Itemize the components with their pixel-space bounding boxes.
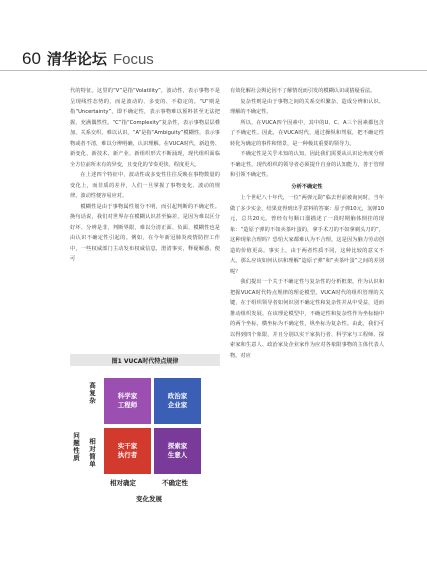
right-paragraph-3: 所以，在VUCA四个因素中，其中的U、C、A三个因素都包含了不确定性。因此，在VUCA时代，通过操纵和驾驭，把不确定性转化为确定的事件和情景，是一种极其重要的领导力。 <box>230 119 384 147</box>
right-paragraph-5: 上个世纪八十年代，一位“两弹元勋”临去世前被询问时，当年做了多少实金，结果竟得到出乎意料的答案：原子弹10元，氢弹10元，总共20元。曾经有句顺口溜描述了一段时期脑体倒挂的现象：“造原子弹的不如卖茶叶蛋的，拿手术刀的不如拿剃头刀的”，这种现象合理吗？恐怕大家都难认为不合理。这是因为脑力劳动创造的价值更高。事实上，由于两者性质不同，这种比较的意义不大。那么应该如何认识和理解“造原子弹”和“卖茶叶蛋”之间的差别呢？ <box>230 195 384 275</box>
header-rule <box>0 70 427 71</box>
y-bottom-label: 相对简单 <box>88 438 96 468</box>
section-title-en: Focus <box>112 51 154 68</box>
right-paragraph-6: 我们提出一个关于不确定性与复杂性的分析框架。作为认识和把握VUCA时代特点规律的理论模型。VUCA时代的组织管理的关键，在于组织领导者如何识别不确定性和复杂性并从中受益，进而推动组织发展。在该理论模型中，不确定性和复杂性作为坐标轴中的两个坐标，横坐标为不确定性，纵坐标为复杂性。由此，我们可以得到四个象限，并且分别以实干家执行者、科学家与工程师、探索家和生意人、政治家及企业家作为应对各象限事物的主体代表人物。对应 <box>230 279 384 359</box>
page-number: 60 <box>22 49 41 68</box>
quadrant-bottom-left: 实干家 执行者 <box>104 428 151 474</box>
quadrant-bottom-right: 探索家 生意人 <box>154 428 201 474</box>
section-subheading: 分析不确定性 <box>291 183 323 190</box>
left-paragraph-1: 代的特征。这里的“V”是指“Volatility”，波动性，表示事物不是呈现线性态势的，而是波动的、多变的、不稳定的。“U”则是指“Uncertainty”，即不确定性，表示事物难以预料甚至无法把握，充满偶然性。“C”指“Complexity”复杂性，表示事物层层叠加，关系交织，难以认识。“A”是指“Ambiguity”模糊性，表示事物或者不清，难以分辨明确，认识理解。在VUCA时代，新趋势、新变化、新技术、新产业、新组织形式不断涌现，现代组织面临全方位前所未有的异变，且变化的节奏更快、程度更大。 <box>70 88 220 168</box>
left-paragraph-2: 在上述四个特征中，波动性或多变性往往反映在事物数量的变化上，而非质的差异，人们一旦掌握了事物变化、波动的规律，波动性便容易应对。 <box>70 172 220 199</box>
x-right-label: 不确定性 <box>162 479 188 487</box>
right-paragraph-1: 有效化解社会舆论因不了解情况而引发的模糊认识或猜疑看法。 <box>230 88 376 94</box>
quadrant-top-left: 科学家 工程师 <box>104 378 151 424</box>
quadrant-top-right: 政治家 企业家 <box>154 378 201 424</box>
y-top-label: 高复杂 <box>88 382 96 405</box>
page-header <box>22 48 154 68</box>
right-column <box>230 86 384 361</box>
vuca-figure <box>70 370 220 520</box>
right-paragraph-4: 不确定性是关乎未知的认知，因此我们需要从认识论角度分析不确定性。现代组织的领导者必须提升自身的认知能力，善于管理和引领不确定性。 <box>230 151 384 178</box>
x-left-label: 相对确定 <box>110 479 136 487</box>
x-axis-title: 变化发展 <box>136 495 162 503</box>
figure-title: 图1 VUCA时代特点规律 <box>70 354 220 366</box>
left-column <box>70 86 220 265</box>
y-axis-title: 问题性质 <box>72 432 80 462</box>
left-paragraph-3: 模糊性是由于事物属性划分不明，而引起判断的不确定性。换句话说，我们对世界存在模糊认识甚至偏差，是因为难以区分好坏、分辨是非，判断界限，难以分清正面、负面、模糊性也是由认识不确定性引起的。例如，在今年新冠肺炎疫情防控工作中，一些权威部门主动发布权威信息，澄清事实，释疑解惑，便可 <box>70 203 220 262</box>
right-paragraph-2: 复杂性则是由于事物之间的关系交织繁杂，造成分辨和认识、理解的不确定性。 <box>230 98 384 115</box>
section-title-cn: 清华论坛 <box>46 50 107 68</box>
